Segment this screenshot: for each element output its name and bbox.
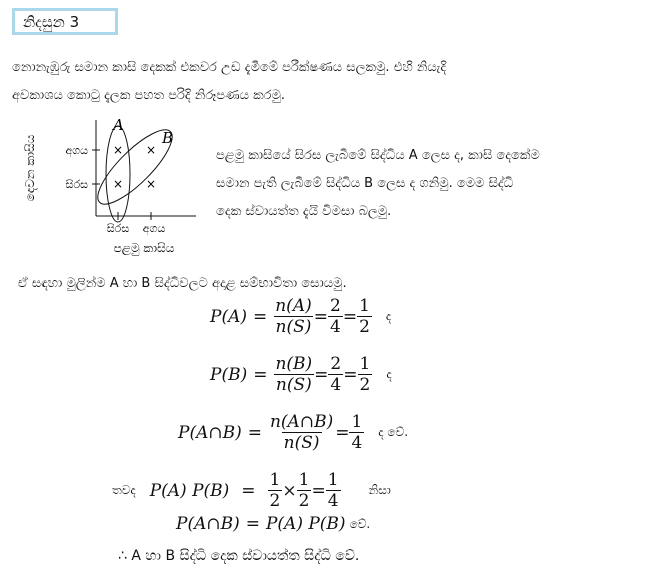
eq3-fraction-result: $\frac{1}{4}$ xyxy=(351,412,363,453)
eq1-fraction-values: $\frac{2}{4}$ xyxy=(329,296,341,337)
y-tick-label-1: අගය xyxy=(65,144,88,157)
x-tick-label-2: අගය xyxy=(142,222,166,235)
eq5-lhs: P(A∩B) xyxy=(176,514,240,534)
eq2-fraction-counts: $\frac{n(B)}{n(S)}$ xyxy=(275,354,313,395)
intro-paragraph xyxy=(12,54,642,110)
equation-product: තවද P(A) P(B) = $\frac{1}{2}$ × $\frac{1}{2}$ = $\frac{1}{4}$ නිසා xyxy=(112,470,391,511)
equation-independence: P(A∩B) = P(A) P(B) වේ. xyxy=(176,514,371,534)
eq2-fraction-values: $\frac{2}{4}$ xyxy=(330,354,342,395)
eq4-fraction-b: $\frac{1}{2}$ xyxy=(298,470,310,511)
point-marker: × xyxy=(145,177,157,191)
set-a-ellipse xyxy=(106,126,130,222)
lead-sentence: ඒ සඳහා මුලින්ම A හා B සිද්ධිවලට අදාළ සම්භාවිතා සොයමු. xyxy=(18,276,347,291)
y-axis-label: දෙවන කාසිය xyxy=(23,134,37,202)
set-a-label: A xyxy=(113,116,124,134)
side-paragraph xyxy=(216,142,641,226)
side-line-1: පළමු කාසියේ සිරස ලැබීමේ සිද්ධිය A ලෙස ද, කාසි දෙකේම xyxy=(216,148,540,163)
eq2-fraction-result: $\frac{1}{2}$ xyxy=(359,354,371,395)
eq4-fraction-a: $\frac{1}{2}$ xyxy=(269,470,281,511)
sample-space-diagram xyxy=(20,112,220,262)
eq3-fraction-counts: $\frac{n(A\cap B)}{n(S)}$ xyxy=(269,412,334,453)
example-title-box xyxy=(12,8,118,35)
eq2-suffix: ද xyxy=(386,367,392,381)
conclusion: ∴ A හා B සිද්ධි දෙක ස්වායත්ත සිද්ධි වේ. xyxy=(118,548,360,564)
eq5-suffix: වේ. xyxy=(349,516,371,531)
eq4-prefix: තවද xyxy=(112,483,136,497)
point-marker: × xyxy=(112,177,124,191)
eq1-fraction-result: $\frac{1}{2}$ xyxy=(359,296,370,337)
equation-p-b: P(B) = $\frac{n(B)}{n(S)}$ = $\frac{2}{4}$ = $\frac{1}{2}$ ද xyxy=(210,354,392,395)
eq4-suffix: නිසා xyxy=(368,483,391,497)
x-axis-label: පළමු කාසිය xyxy=(113,241,175,255)
point-marker: × xyxy=(145,143,157,157)
eq3-lhs: P(A∩B) xyxy=(178,422,242,443)
intro-line-2: අවකාශය කොටු දැලක පහත පරිදි නිරූපණය කරමු. xyxy=(12,88,285,103)
y-tick-label-2: සිරස xyxy=(65,178,88,191)
eq1-suffix: ද xyxy=(385,309,392,323)
equation-p-a: P(A) = $\frac{n(A)}{n(S)}$ = $\frac{2}{4}$ = $\frac{1}{2}$ ද xyxy=(210,296,392,337)
point-marker: × xyxy=(112,143,124,157)
example-title: නිදසුන 3 xyxy=(23,12,80,31)
x-tick-label-1: සිරස xyxy=(106,222,130,235)
eq5-rhs: P(A) P(B) xyxy=(265,514,346,534)
side-line-2: සමාන පැති ලැබීමේ සිද්ධිය B ලෙස ද ගනිමු. මෙම සිද්ධි xyxy=(216,176,514,191)
eq1-fraction-counts: $\frac{n(A)}{n(S)}$ xyxy=(275,296,312,337)
eq2-lhs: P(B) xyxy=(210,364,248,385)
eq3-suffix: ද වේ. xyxy=(378,425,409,439)
diagram-svg xyxy=(20,112,220,262)
intro-line-1: නොනැඹුරු සමාන කාසි දෙකක් එකවර උඩ දැමීමේ පරීක්ෂණය සලකමු. එහි නියැදි xyxy=(12,60,447,75)
eq4-lhs: P(A) P(B) xyxy=(149,480,230,501)
eq1-lhs: P(A) xyxy=(210,306,247,327)
equation-p-a-and-b: P(A∩B) = $\frac{n(A\cap B)}{n(S)}$ = $\frac{1}{4}$ ද වේ. xyxy=(178,412,409,453)
set-b-label: B xyxy=(162,129,174,147)
eq4-fraction-result: $\frac{1}{4}$ xyxy=(327,470,339,511)
side-line-3: දෙක ස්වායත්ත දැයි විමසා බලමු. xyxy=(216,204,392,219)
